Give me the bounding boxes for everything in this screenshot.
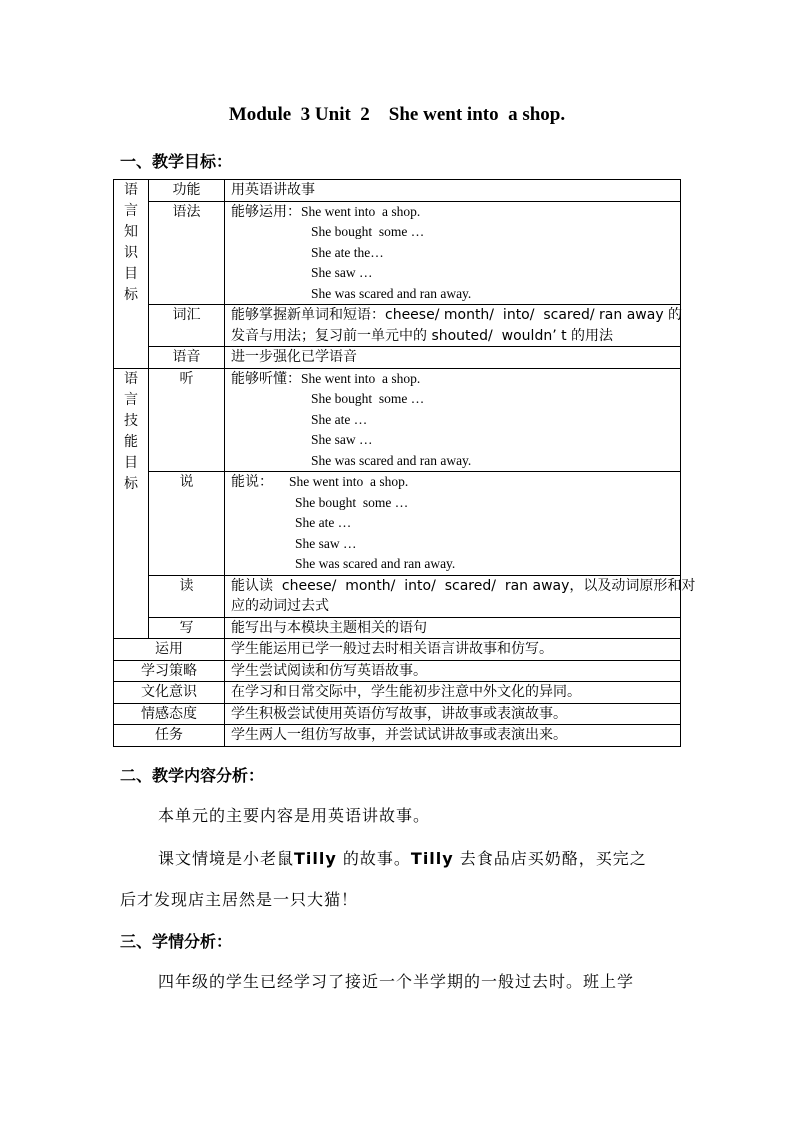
row-label-attitude: 情感态度 (114, 703, 225, 725)
row-label-function: 功能 (149, 180, 225, 202)
table-row (114, 660, 681, 682)
row-content-attitude: 学生积极尝试使用英语仿写故事，讲故事或表演故事。 (225, 703, 681, 725)
page-title: Module 3 Unit 2 She went into a shop. (228, 104, 566, 125)
row-label-application: 运用 (114, 639, 225, 661)
row-label-task: 任务 (114, 725, 225, 747)
row-label-writing: 写 (149, 617, 225, 639)
row-content-culture: 在学习和日常交际中，学生能初步注意中外文化的异同。 (225, 682, 681, 704)
category-language-skills: 语言技能目标 (114, 368, 149, 639)
table-row (114, 180, 681, 202)
table-row (114, 305, 681, 347)
table-row (114, 639, 681, 661)
row-content-listening: 能够听懂：She went into a shop. She bought some … She ate … She saw … She was scared and ran away. (225, 368, 681, 472)
row-content-speaking: 能说： She went into a shop. She bought some … She ate … She saw … She was scared and ran away. (225, 472, 681, 576)
row-label-grammar: 语法 (149, 201, 225, 305)
paragraph-3: 四年级的学生已经学习了接近一个半学期的一般过去时。班上学 (158, 972, 635, 991)
row-label-strategy: 学习策略 (114, 660, 225, 682)
table-row (114, 703, 681, 725)
row-label-culture: 文化意识 (114, 682, 225, 704)
row-content-phonetics: 进一步强化已学语音 (225, 347, 681, 369)
table-row (114, 617, 681, 639)
row-content-reading: 能认读 cheese/ month/ into/ scared/ ran away，以及动词原形和对 应的动词过去式 (225, 575, 681, 617)
category-language-knowledge: 语言知识目标 (114, 180, 149, 369)
objectives-table (113, 179, 696, 747)
paragraph-1: 本单元的主要内容是用英语讲故事。 (158, 806, 431, 825)
row-content-vocabulary: 能够掌握新单词和短语：cheese/ month/ into/ scared/ ran away 的 发音与用法；复习前一单元中的 shouted/ wouldn’ t 的用法 (225, 305, 681, 347)
table-row (114, 347, 681, 369)
table-row (114, 682, 681, 704)
row-label-speaking: 说 (149, 472, 225, 576)
section-heading-objectives: 一、教学目标： (120, 152, 233, 171)
paragraph-2: 课文情境是小老鼠Tilly 的故事。Tilly 去食品店买奶酪，买完之 (158, 849, 647, 868)
row-content-function: 用英语讲故事 (225, 180, 681, 202)
row-content-strategy: 学生尝试阅读和仿写英语故事。 (225, 660, 681, 682)
section-heading-content-analysis: 二、教学内容分析： (120, 766, 265, 785)
row-content-application: 学生能运用已学一般过去时相关语言讲故事和仿写。 (225, 639, 681, 661)
paragraph-2-cont: 后才发现店主居然是一只大猫！ (120, 890, 359, 909)
row-label-reading: 读 (149, 575, 225, 617)
row-content-task: 学生两人一组仿写故事，并尝试试讲故事或表演出来。 (225, 725, 681, 747)
row-label-vocabulary: 词汇 (149, 305, 225, 347)
row-label-listening: 听 (149, 368, 225, 472)
table-row (114, 201, 681, 305)
row-content-writing: 能写出与本模块主题相关的语句 (225, 617, 681, 639)
row-content-grammar: 能够运用：She went into a shop. She bought some … She ate the… She saw … She was scared and ran away. (225, 201, 681, 305)
table-row (114, 725, 681, 747)
table-row (114, 575, 681, 617)
table-row (114, 472, 681, 576)
row-label-phonetics: 语音 (149, 347, 225, 369)
section-heading-learner-analysis: 三、学情分析： (120, 932, 233, 951)
table-row (114, 368, 681, 472)
